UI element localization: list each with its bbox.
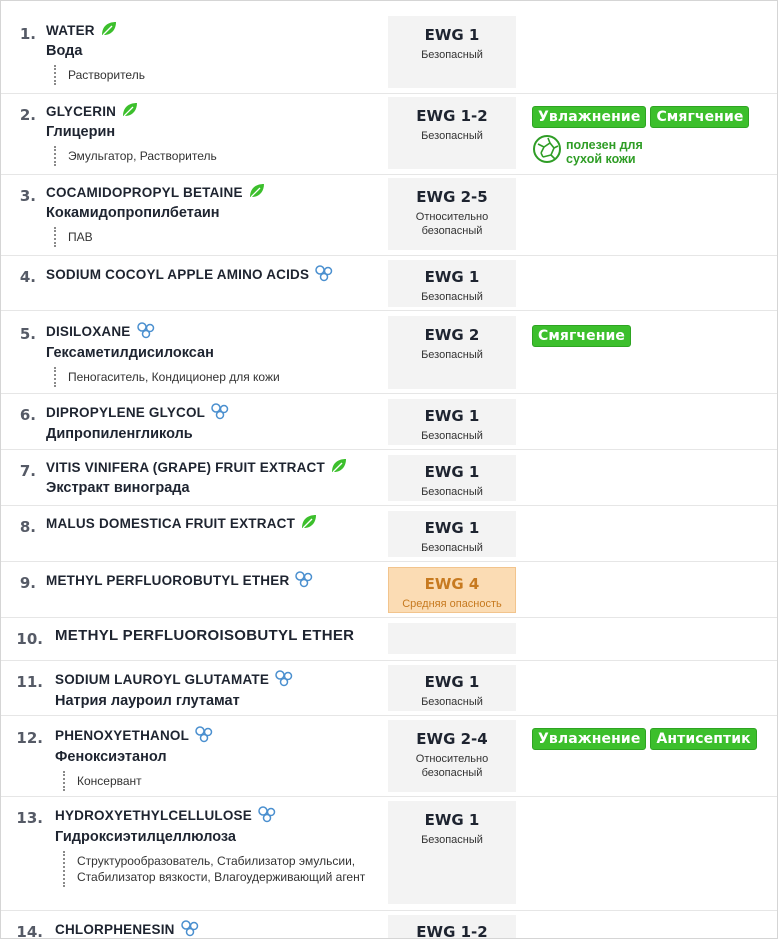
ewg-rating: EWG 1 Безопасный: [388, 260, 516, 307]
russian-name: Экстракт винограда: [46, 480, 190, 496]
leaf-icon: [121, 102, 139, 121]
item-number: 10.: [16, 630, 43, 648]
molecule-icon: [274, 669, 294, 690]
molecule-icon: [210, 402, 230, 423]
item-number: 13.: [16, 809, 43, 827]
leaf-icon: [100, 21, 118, 40]
inci-name[interactable]: METHYL PERFLUOROBUTYL ETHER: [46, 570, 314, 591]
ewg-rating: EWG 2-4 Относительно безопасный: [388, 720, 516, 792]
item-number: 7.: [19, 462, 36, 480]
property-tag-softening[interactable]: Смягчение: [532, 325, 631, 347]
list-item: [1, 1, 777, 94]
list-item: [1, 797, 777, 911]
molecule-icon: [294, 570, 314, 591]
dry-skin-icon: [532, 134, 562, 169]
item-number: 5.: [19, 325, 36, 343]
molecule-icon: [314, 264, 334, 285]
function-text: Консервант: [63, 771, 214, 791]
inci-name[interactable]: VITIS VINIFERA (GRAPE) FRUIT EXTRACT: [46, 458, 348, 477]
list-item: [1, 256, 777, 311]
ewg-rating: EWG 1 Безопасный: [388, 16, 516, 88]
molecule-icon: [136, 321, 156, 342]
russian-name: Гидроксиэтилцеллюлоза: [55, 829, 236, 845]
function-text: Пеногаситель, Кондиционер для кожи: [54, 367, 280, 387]
item-number: 1.: [19, 25, 36, 43]
list-item: [1, 311, 777, 394]
list-item: [1, 661, 777, 716]
inci-name[interactable]: SODIUM LAUROYL GLUTAMATE: [55, 669, 294, 690]
list-item: [1, 175, 777, 256]
ewg-rating-warning: EWG 4 Средняя опасность: [388, 567, 516, 613]
inci-name[interactable]: CHLORPHENESIN: [55, 919, 200, 939]
inci-name[interactable]: COCAMIDOPROPYL BETAINE: [46, 183, 266, 202]
property-tag-moisturizing[interactable]: Увлажнение: [532, 728, 646, 750]
function-text: Эмульгатор, Растворитель: [54, 146, 217, 166]
russian-name: Кокамидопропилбетаин: [46, 205, 220, 221]
russian-name: Натрия лауроил глутамат: [55, 693, 240, 709]
ewg-rating: EWG 2-5 Относительно безопасный: [388, 178, 516, 250]
function-text: ПАВ: [54, 227, 266, 247]
ewg-rating: EWG 1-2: [388, 915, 516, 939]
ewg-rating: EWG 1 Безопасный: [388, 801, 516, 904]
list-item: [1, 394, 777, 450]
russian-name: Дипропиленгликоль: [46, 426, 193, 442]
property-tag-moisturizing[interactable]: Увлажнение: [532, 106, 646, 128]
list-item: [1, 506, 777, 562]
list-item: [1, 562, 777, 618]
list-item: [1, 716, 777, 797]
russian-name: Гексаметилдисилоксан: [46, 345, 214, 361]
russian-name: Глицерин: [46, 124, 116, 140]
item-number: 8.: [19, 518, 36, 536]
item-number: 9.: [19, 574, 36, 592]
inci-name[interactable]: MALUS DOMESTICA FRUIT EXTRACT: [46, 514, 318, 533]
item-number: 12.: [16, 729, 43, 747]
russian-name: Вода: [46, 43, 83, 59]
ewg-rating: EWG 2 Безопасный: [388, 316, 516, 389]
russian-name: Феноксиэтанол: [55, 749, 167, 765]
inci-name[interactable]: HYDROXYETHYLCELLULOSE: [55, 805, 367, 826]
item-number: 14.: [16, 923, 43, 939]
molecule-icon: [257, 805, 277, 826]
function-text: Растворитель: [54, 65, 145, 85]
inci-name[interactable]: SODIUM COCOYL APPLE AMINO ACIDS: [46, 264, 334, 285]
item-number: 6.: [19, 406, 36, 424]
item-number: 3.: [19, 187, 36, 205]
item-number: 4.: [19, 268, 36, 286]
ewg-rating: EWG 1 Безопасный: [388, 399, 516, 445]
list-item: [1, 911, 777, 939]
item-number: 2.: [19, 106, 36, 124]
ewg-rating: EWG 1 Безопасный: [388, 511, 516, 557]
inci-name[interactable]: DISILOXANE: [46, 321, 280, 342]
inci-name[interactable]: PHENOXYETHANOL: [55, 725, 214, 746]
ewg-rating-empty: [388, 623, 516, 654]
inci-name[interactable]: GLYCERIN: [46, 102, 217, 121]
inci-name[interactable]: WATER: [46, 21, 145, 40]
property-tag-softening[interactable]: Смягчение: [650, 106, 749, 128]
property-tag-antiseptic[interactable]: Антисептик: [650, 728, 756, 750]
leaf-icon: [300, 514, 318, 533]
ewg-rating: EWG 1 Безопасный: [388, 455, 516, 501]
ewg-rating: EWG 1-2 Безопасный: [388, 97, 516, 169]
leaf-icon: [248, 183, 266, 202]
leaf-icon: [330, 458, 348, 477]
list-item: [1, 450, 777, 506]
inci-name[interactable]: DIPROPYLENE GLYCOL: [46, 402, 230, 423]
inci-name[interactable]: METHYL PERFLUOROISOBUTYL ETHER: [55, 627, 355, 644]
function-text: Структурообразователь, Стабилизатор эмульсии, Стабилизатор вязкости, Влагоудерживающий агент: [63, 851, 367, 887]
dry-skin-note: полезен для сухой кожи: [532, 134, 676, 169]
list-item: [1, 94, 777, 175]
molecule-icon: [180, 919, 200, 939]
molecule-icon: [194, 725, 214, 746]
item-number: 11.: [16, 673, 43, 691]
list-item: [1, 618, 777, 661]
ewg-rating: EWG 1 Безопасный: [388, 665, 516, 711]
